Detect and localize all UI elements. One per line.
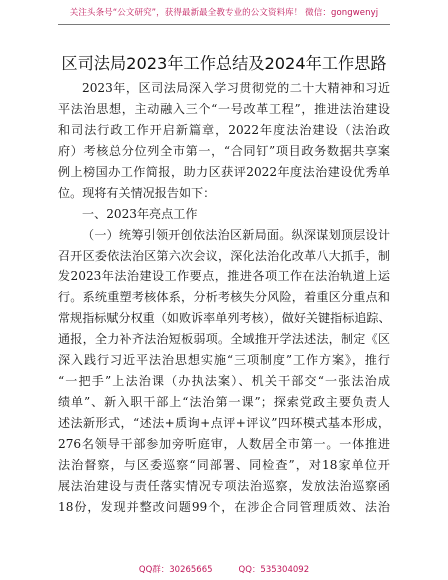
item-line: 召开区委依法治区第六次会议，深化法治化改革八大抓手，制 [58,248,390,263]
item-line: 述法新形式，“述法+质询+点评+评议”四环模式基本形成， [58,416,390,430]
intro-line: 例上榜国办工作简报，助力区获评2022年度法治建设优秀单 [58,164,390,179]
item-line: 通报，全力补齐法治短板弱项。全域推开学法述法，制定《区 [58,332,390,347]
item-line: 行。系统重塑考核体系，分析考核失分风险，着重区分重点和 [58,290,390,305]
qq-text: QQ：535304092 [238,565,310,575]
item-line: （一）统筹引领开创依法治区新局面。纵深谋划顶层设计 [82,227,390,242]
item-line: 法治督察，与区委巡察“同部署、同检查”，对18家单位开 [58,457,390,472]
intro-line: 位。现将有关情况报告如下： [58,185,216,200]
document-title: 区司法局2023年工作总结及2024年工作思路 [61,54,387,73]
document-body [58,78,390,518]
item-line: 发2023年法治建设工作要点，推进各项工作在法治轨道上运 [58,269,390,284]
intro-line: 2023年，区司法局深入学习贯彻党的二十大精神和习近 [82,81,390,95]
item-line: 展法治建设与责任落实情况专项法治巡察，发放法治巡察函 [58,478,390,493]
item-line: 18份，发现并整改问题99个，在涉企合同管理质效、法治 [58,499,390,514]
banner-divider [58,24,390,25]
page-footer [0,563,448,575]
promo-banner: 关注头条号“公文研究”，获得最新最全教专业的公文资料库！ 微信：gongwenyj [69,8,379,18]
item-line: 绩单”、新入职干部上“法治第一课”；探索党政主要负责人 [58,395,390,410]
intro-line: 府）考核总分位列全市第一，“合同钉”项目政务数据共享案 [58,143,390,158]
item-line: 276名领导干部参加旁听庭审，人数居全市第一。一体推进 [58,436,390,451]
item-line: 常规指标赋分权重（如败诉率单列考核），做好关键指标追踪、 [58,311,391,326]
intro-line: 和司法行政工作开启新篇章，2022年度法治建设（法治政 [58,122,390,137]
item-line: “一把手”上法治课（办执法案）、机关干部交“一张法治成 [58,374,390,389]
section-heading: 一、2023年亮点工作 [82,206,198,221]
intro-line: 平法治思想，主动融入三个“一号改革工程”，推进法治建设 [58,101,390,116]
item-line: 深入践行习近平法治思想实施“三项制度”工作方案》，推行 [58,353,390,368]
qq-group-text: QQ群：30265665 [138,565,213,575]
